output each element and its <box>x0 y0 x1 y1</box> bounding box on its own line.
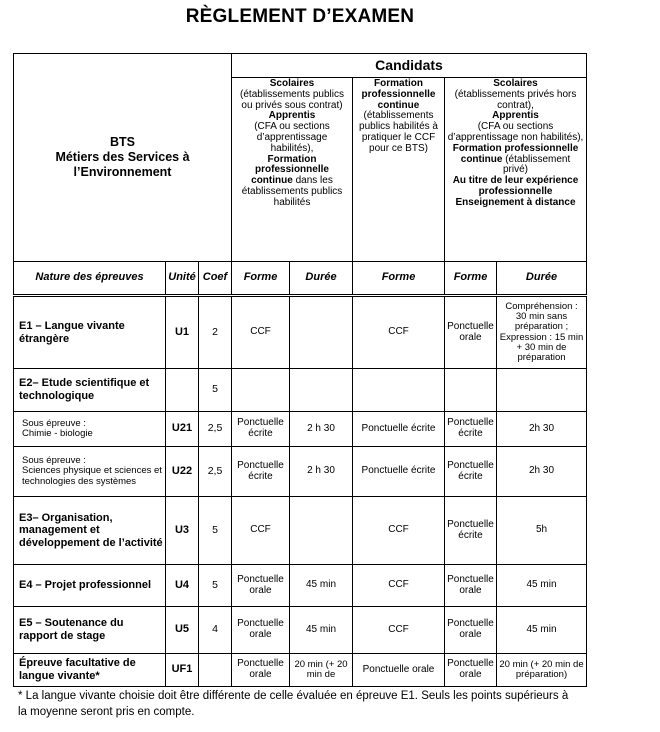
sub-epreuve-label: Sous épreuve : <box>22 455 86 467</box>
forme-cell: CCF <box>353 497 445 565</box>
apprentis-detail: (CFA ou sections d’apprentissage non habilités), <box>447 121 584 143</box>
bts-title-line2: l’Environnement <box>73 165 172 179</box>
scolaires-label: Scolaires <box>269 78 315 89</box>
forme-cell: Ponctuelle orale <box>445 607 497 654</box>
duree-cell <box>497 369 587 412</box>
epreuve-name: E5 – Soutenance du rapport de stage <box>14 607 166 654</box>
forme-cell: Ponctuelle orale <box>232 565 290 607</box>
table-row <box>14 447 587 497</box>
sub-epreuve-name <box>14 447 166 497</box>
apprentis-label: Apprentis <box>268 110 316 122</box>
candidates-group-1 <box>232 78 353 262</box>
forme-cell: Ponctuelle écrite <box>445 447 497 497</box>
apprentis-detail: (CFA ou sections d’apprentissage habilités), <box>254 121 330 154</box>
duree-cell <box>290 497 353 565</box>
duree-cell: 45 min <box>290 607 353 654</box>
bts-header-cell <box>14 54 232 262</box>
forme-cell: CCF <box>232 296 290 369</box>
footnote: * La langue vivante choisie doit être différente de celle évaluée en épreuve E1. Seuls les points supérieurs à la moyenne seront pris en compte. <box>18 690 569 718</box>
unit-cell: U1 <box>166 296 199 369</box>
duree-cell: 45 min <box>497 607 587 654</box>
forme-cell <box>445 369 497 412</box>
forme-cell: CCF <box>353 607 445 654</box>
bts-title-line1: Métiers des Services à <box>55 150 190 164</box>
forme-cell: CCF <box>353 296 445 369</box>
coef-cell: 4 <box>199 607 232 654</box>
col-header-forme: Forme <box>445 262 497 296</box>
forme-cell: Ponctuelle écrite <box>232 447 290 497</box>
candidats-header: Candidats <box>232 54 587 78</box>
duree-cell: 2h 30 <box>497 412 587 447</box>
table-row <box>14 497 587 565</box>
table-row <box>14 654 587 687</box>
bts-label: BTS <box>110 135 135 149</box>
unit-cell: U3 <box>166 497 199 565</box>
sub-epreuve-name <box>14 412 166 447</box>
duree-cell: 45 min <box>497 565 587 607</box>
sub-epreuve-title: Sciences physique et sciences et technologies des systèmes <box>22 465 162 487</box>
forme-cell: Ponctuelle écrite <box>445 497 497 565</box>
forme-cell: Ponctuelle écrite <box>353 412 445 447</box>
forme-cell: Ponctuelle orale <box>232 607 290 654</box>
forme-cell: Ponctuelle écrite <box>445 412 497 447</box>
coef-cell: 5 <box>199 497 232 565</box>
unit-cell: U21 <box>166 412 199 447</box>
col-header-duree: Durée <box>290 262 353 296</box>
forme-cell: Ponctuelle orale <box>353 654 445 687</box>
unit-cell: UF1 <box>166 654 199 687</box>
forme-cell: CCF <box>232 497 290 565</box>
coef-cell: 2,5 <box>199 447 232 497</box>
epreuve-name: E1 – Langue vivante étrangère <box>14 296 166 369</box>
coef-cell: 2,5 <box>199 412 232 447</box>
scolaires-detail: (établissements publics ou privés sous contrat) <box>240 88 344 111</box>
forme-cell: Ponctuelle écrite <box>353 447 445 497</box>
formation-label: Formation professionnelle continue <box>251 153 329 187</box>
duree-cell: 2 h 30 <box>290 447 353 497</box>
candidates-group-3 <box>445 78 587 262</box>
sub-epreuve-label: Sous épreuve : <box>22 417 86 429</box>
table-row <box>14 296 587 369</box>
unit-cell: U4 <box>166 565 199 607</box>
col-header-coef: Coef <box>199 262 232 296</box>
forme-cell: Ponctuelle orale <box>232 654 290 687</box>
forme-cell: CCF <box>353 565 445 607</box>
scolaires-label: Scolaires <box>493 78 538 89</box>
duree-cell: 45 min <box>290 565 353 607</box>
formation-label: Formation professionnelle continue <box>452 142 579 165</box>
col-header-unite: Unité <box>166 262 199 296</box>
forme-cell: Ponctuelle orale <box>445 654 497 687</box>
formation-detail: (établissements publics habilités à pratiquer le CCF pour ce BTS) <box>359 110 438 154</box>
epreuve-name: E3– Organisation, management et développement de l’activité <box>14 497 166 565</box>
duree-cell: 5h <box>497 497 587 565</box>
col-header-duree: Durée <box>497 262 587 296</box>
unit-cell <box>166 369 199 412</box>
forme-cell: Ponctuelle orale <box>445 565 497 607</box>
formation-detail: (établissement privé) <box>503 153 571 176</box>
coef-cell: 2 <box>199 296 232 369</box>
apprentis-label: Apprentis <box>492 110 539 122</box>
table-row <box>14 412 587 447</box>
duree-cell: 2h 30 <box>497 447 587 497</box>
epreuve-name: E4 – Projet professionnel <box>14 565 166 607</box>
experience-label: Au titre de leur expérience professionnelle <box>452 175 579 197</box>
col-header-forme: Forme <box>353 262 445 296</box>
formation-label: Formation professionnelle continue <box>361 78 436 111</box>
unit-cell: U5 <box>166 607 199 654</box>
coef-cell: 5 <box>199 369 232 412</box>
epreuve-name: Épreuve facultative de langue vivante* <box>14 654 166 687</box>
table-row <box>14 369 587 412</box>
forme-cell: Ponctuelle orale <box>445 296 497 369</box>
epreuve-name: E2– Etude scientifique et technologique <box>14 369 166 412</box>
coef-cell <box>199 654 232 687</box>
duree-cell <box>290 369 353 412</box>
forme-cell: Ponctuelle écrite <box>232 412 290 447</box>
table-row <box>14 607 587 654</box>
page-title: RÈGLEMENT D’EXAMEN <box>185 6 415 27</box>
distance-label: Enseignement à distance <box>455 196 576 208</box>
forme-cell <box>232 369 290 412</box>
duree-cell <box>290 296 353 369</box>
candidates-group-2 <box>353 78 445 262</box>
duree-cell: 20 min (+ 20 min de préparation) <box>497 654 587 687</box>
formation-detail: dans les établissements publics habilités <box>241 175 343 208</box>
duree-cell: 20 min (+ 20 min de <box>290 654 353 687</box>
col-header-nature: Nature des épreuves <box>14 262 166 296</box>
duree-cell: Compréhension : 30 min sans préparation ; Expression : 15 min + 30 min de préparation <box>497 296 587 369</box>
col-header-forme: Forme <box>232 262 290 296</box>
forme-cell <box>353 369 445 412</box>
sub-epreuve-title: Chimie - biologie <box>22 428 93 439</box>
unit-cell: U22 <box>166 447 199 497</box>
scolaires-detail: (établissements privés hors contrat), <box>454 88 577 111</box>
exam-rules-table <box>13 53 587 687</box>
duree-cell: 2 h 30 <box>290 412 353 447</box>
coef-cell: 5 <box>199 565 232 607</box>
table-row <box>14 565 587 607</box>
